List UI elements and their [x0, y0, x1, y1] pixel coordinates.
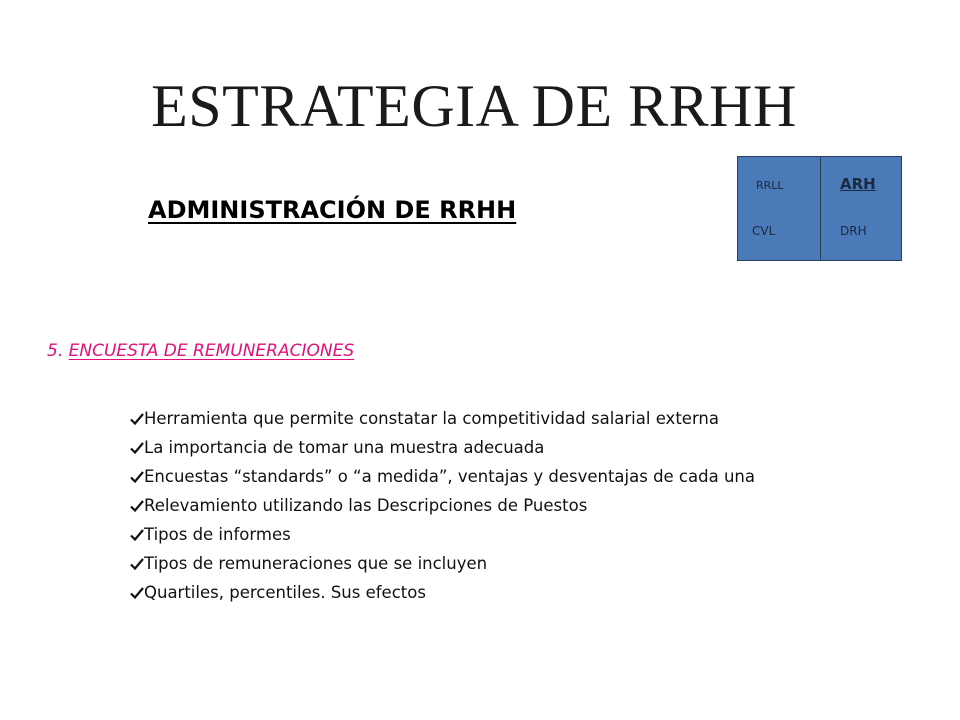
list-item-text: Encuestas “standards” o “a medida”, ventajas y desventajas de cada una [144, 467, 755, 486]
list-item [130, 462, 755, 491]
checkmark-icon [130, 441, 144, 455]
section-heading [47, 341, 354, 361]
matrix-cell-arh-link[interactable]: ARH [840, 175, 876, 193]
list-item [130, 491, 755, 520]
page-title: ESTRATEGIA DE RRHH [151, 73, 797, 139]
list-item-text: Tipos de informes [144, 525, 291, 544]
list-item [130, 404, 755, 433]
list-item [130, 433, 755, 462]
subtitle: ADMINISTRACIÓN DE RRHH [148, 196, 517, 224]
matrix-cell-drh: DRH [840, 224, 867, 238]
matrix-cell-cvl: CVL [752, 224, 776, 238]
list-item [130, 549, 755, 578]
list-item-text: Quartiles, percentiles. Sus efectos [144, 583, 426, 602]
checkmark-icon [130, 528, 144, 542]
checkmark-icon [130, 586, 144, 600]
list-item-text: Tipos de remuneraciones que se incluyen [144, 554, 488, 573]
checkmark-icon [130, 499, 144, 513]
section-number: 5. [47, 341, 64, 361]
checkmark-icon [130, 557, 144, 571]
matrix-cell-rrll: RRLL [756, 179, 784, 192]
checkmark-icon [130, 470, 144, 484]
org-matrix [737, 156, 902, 261]
list-item [130, 520, 755, 549]
checkmark-icon [130, 412, 144, 426]
list-item [130, 578, 755, 607]
list-item-text: Herramienta que permite constatar la competitividad salarial externa [144, 409, 720, 428]
section-title: ENCUESTA DE REMUNERACIONES [68, 341, 355, 361]
matrix-divider [820, 157, 821, 260]
bullet-list [130, 404, 755, 607]
list-item-text: Relevamiento utilizando las Descripciones de Puestos [144, 496, 588, 515]
list-item-text: La importancia de tomar una muestra adecuada [144, 438, 545, 457]
